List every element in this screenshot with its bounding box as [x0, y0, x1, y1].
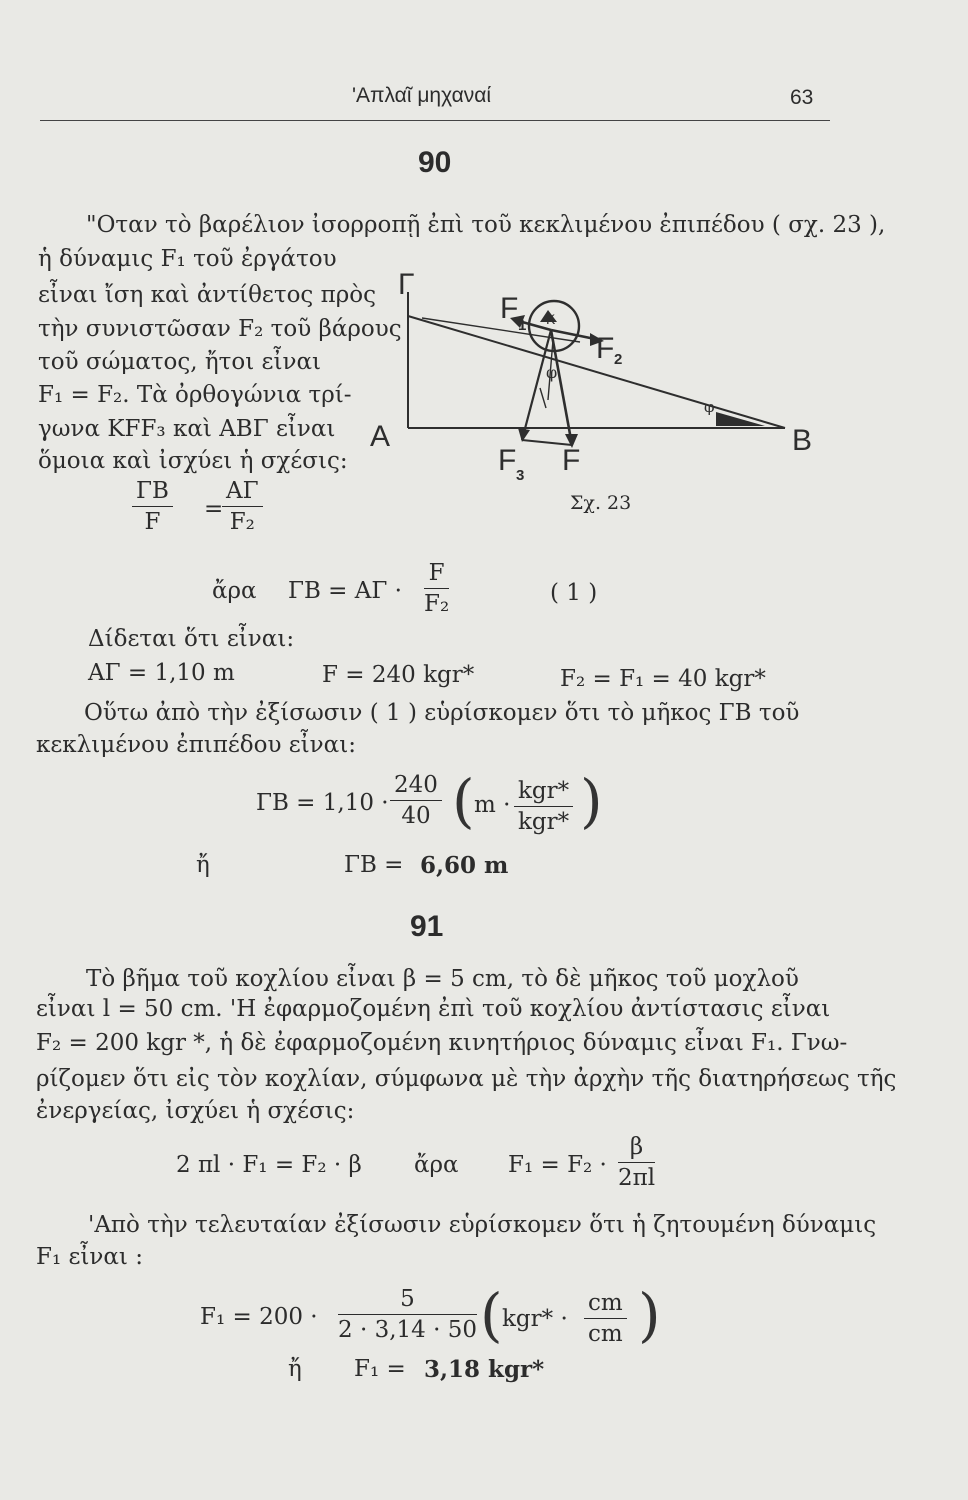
- eq4-prefix: ἤ: [196, 852, 210, 878]
- label-F1: F: [500, 292, 519, 325]
- problem-number-90: 90: [418, 146, 452, 179]
- eq1-denominator-right: F₂: [229, 509, 255, 535]
- eq6-unit-prefix: kgr* ·: [502, 1306, 568, 1332]
- eq1-numerator-right: ΑΓ: [226, 478, 259, 504]
- label-phi-center: φ: [546, 363, 558, 382]
- weight-tick: [540, 388, 546, 408]
- p91-line-1: Τὸ βῆμα τοῦ κοχλίου εἶναι β = 5 cm, τὸ δὲ μῆκος τοῦ μοχλοῦ: [86, 966, 799, 992]
- problem-number-91: 91: [410, 910, 444, 943]
- eq7-lhs: F₁ =: [354, 1356, 406, 1382]
- eq5-left: 2 πl · F₁ = F₂ · β: [176, 1152, 362, 1178]
- label-K: K: [546, 311, 556, 327]
- eq5-denominator: 2πl: [618, 1165, 656, 1191]
- eq3-numerator: 240: [394, 772, 438, 798]
- label-F3: F: [498, 444, 517, 477]
- eq5-numerator: β: [629, 1134, 644, 1160]
- eq6-denominator: 2 · 3,14 · 50: [338, 1317, 477, 1343]
- p90-para2-line-1: Οὕτω ἀπὸ τὴν ἐξίσωσιν ( 1 ) εὑρίσκομεν ὅτι τὸ μῆκος ΓΒ τοῦ: [84, 700, 800, 726]
- eq1-equals: =: [204, 496, 224, 522]
- eq5-prefix: ἄρα: [414, 1152, 459, 1178]
- eq1-fraction-left: [132, 478, 173, 535]
- force-F3-line: [522, 330, 551, 440]
- p90-line-3: εἶναι ἴση καὶ ἀντίθετος πρὸς: [38, 282, 376, 308]
- label-F: F: [562, 444, 581, 477]
- eq2-numerator: F: [428, 560, 445, 586]
- eq3-unit-fraction: [514, 778, 573, 835]
- eq1-denominator-left: F: [144, 509, 161, 535]
- given-intro: Δίδεται ὅτι εἶναι:: [88, 626, 295, 652]
- eq1-fraction-right: [222, 478, 263, 535]
- header-rule: [40, 120, 830, 121]
- eq6-lhs: F₁ = 200 ·: [200, 1304, 318, 1330]
- eq6-unit-denominator: cm: [588, 1321, 623, 1347]
- eq3-unit-numerator: kgr*: [518, 778, 570, 804]
- eq6-unit-fraction: [584, 1290, 627, 1347]
- figure-caption: Σχ. 23: [570, 492, 632, 514]
- eq4-lhs: ΓΒ =: [344, 852, 404, 878]
- label-F2: F: [596, 332, 615, 365]
- eq2-lhs: ΓΒ = ΑΓ ·: [288, 578, 402, 604]
- label-B: B: [792, 424, 813, 457]
- p91-line-6: 'Απὸ τὴν τελευταίαν ἐξίσωσιν εὑρίσκομεν ὅτι ἡ ζητουμένη δύναμις: [88, 1212, 877, 1238]
- given-f2: F₂ = F₁ = 40 kgr*: [560, 666, 766, 692]
- p90-line-2: ἡ δύναμις F₁ τοῦ ἐργάτου: [38, 246, 337, 272]
- eq6-numerator: 5: [400, 1286, 415, 1312]
- p90-line-4: τὴν συνιστῶσαν F₂ τοῦ βάρους: [38, 316, 402, 342]
- p91-line-2: εἶναι l = 50 cm. 'Η ἐφαρμοζομένη ἐπὶ τοῦ κοχλίου ἀντίστασις εἶναι: [36, 996, 831, 1022]
- p90-line-8: ὅμοια καὶ ἰσχύει ἡ σχέσις:: [38, 448, 348, 474]
- p91-line-4: ρίζομεν ὅτι εἰς τὸν κοχλίαν, σύμφωνα μὲ τὴν ἀρχὴν τῆς διατηρήσεως τῆς: [36, 1066, 897, 1092]
- eq2-prefix: ἄρα: [212, 578, 257, 604]
- eq3-denominator: 40: [401, 803, 431, 829]
- label-phi-angle: φ: [704, 398, 715, 416]
- p90-line-5: τοῦ σώματος, ἤτοι εἶναι: [38, 349, 322, 375]
- p90-para2-line-2: κεκλιμένου ἐπιπέδου εἶναι:: [36, 732, 356, 758]
- eq3-left-paren: (: [452, 767, 475, 835]
- p91-line-3: F₂ = 200 kgr *, ἡ δὲ ἐφαρμοζομένη κινητήριος δύναμις εἶναι F₁. Γνω-: [36, 1030, 848, 1056]
- eq6-fraction: [338, 1286, 477, 1343]
- given-ag: ΑΓ = 1,10 m: [88, 660, 235, 686]
- eq2-fraction: [424, 560, 449, 617]
- label-F1-subscript: 1: [518, 317, 527, 334]
- eq3-unit-denominator: kgr*: [518, 809, 570, 835]
- eq7-result: 3,18 kgr*: [424, 1356, 545, 1383]
- eq2-denominator: F₂: [424, 591, 450, 617]
- eq3-unit-prefix: m ·: [474, 792, 511, 818]
- eq2-tag: ( 1 ): [550, 580, 598, 606]
- eq6-right-paren: ): [638, 1281, 661, 1349]
- p91-line-7: F₁ εἶναι :: [36, 1244, 144, 1270]
- eq1-numerator-left: ΓΒ: [136, 478, 169, 504]
- eq4-result: 6,60 m: [420, 852, 509, 879]
- eq3-fraction: [390, 772, 442, 829]
- eq5-lhs: F₁ = F₂ ·: [508, 1152, 607, 1178]
- p90-line-7: γωνα KFF₃ καὶ ΑΒΓ εἶναι: [38, 416, 336, 442]
- label-F3-subscript: 3: [516, 467, 525, 484]
- eq7-prefix: ἤ: [288, 1356, 302, 1382]
- label-gamma: Γ: [398, 270, 415, 301]
- eq3-lhs: ΓΒ = 1,10 ·: [256, 790, 389, 816]
- running-header-title: 'Απλαῖ μηχαναί: [352, 84, 492, 107]
- label-A: A: [370, 420, 391, 453]
- eq6-left-paren: (: [480, 1281, 503, 1349]
- eq3-right-paren: ): [580, 767, 603, 835]
- page-number: 63: [790, 86, 814, 109]
- label-F2-subscript: 2: [614, 351, 623, 368]
- given-f: F = 240 kgr*: [322, 662, 475, 688]
- p91-line-5: ἐνεργείας, ἰσχύει ἡ σχέσις:: [36, 1098, 355, 1124]
- eq6-unit-numerator: cm: [588, 1290, 623, 1316]
- p90-line-6: F₁ = F₂. Τὰ ὀρθογώνια τρί-: [38, 382, 352, 408]
- inclined-plane-figure: [360, 270, 830, 530]
- eq5-fraction: [618, 1134, 655, 1191]
- p90-line-1: "Οταν τὸ βαρέλιον ἰσορροπῇ ἐπὶ τοῦ κεκλιμένου ἐπιπέδου ( σχ. 23 ),: [86, 212, 886, 238]
